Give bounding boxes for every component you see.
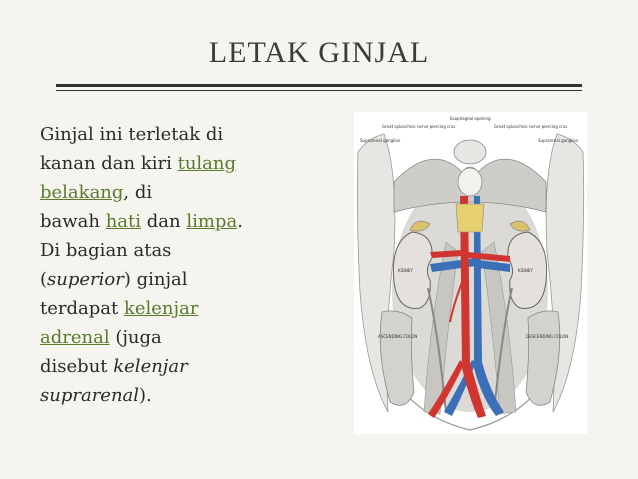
text-run: ) ginjal	[123, 269, 188, 290]
text-run: disebut	[40, 356, 114, 377]
paragraph-line-9	[40, 352, 320, 381]
label-suprarenal-ganglion-left: Suprarenal ganglion	[360, 138, 401, 143]
paragraph-line-7	[40, 294, 320, 323]
label-great-splanchnic-right: Great splanchnic nerve piercing crus	[494, 124, 568, 129]
link-tulang-belakang-cont[interactable]: belakang	[40, 182, 124, 203]
text-run: kanan dan kiri	[40, 153, 178, 174]
label-esophageal-opening: Esophageal opening	[450, 116, 491, 121]
text-run: Di bagian atas	[40, 240, 172, 261]
italic-kelenjar: kelenjar	[113, 356, 188, 377]
paragraph-line-3	[40, 178, 320, 207]
title-underline-thin	[56, 90, 582, 91]
paragraph-line-8	[40, 323, 320, 352]
paragraph-line-1	[40, 120, 320, 149]
link-kelenjar-adrenal[interactable]: kelenjar	[123, 298, 199, 319]
paragraph-line-10	[40, 381, 320, 410]
paragraph-line-6	[40, 265, 320, 294]
text-run: dan	[141, 211, 187, 232]
esophagus	[454, 140, 486, 164]
paragraph-line-5	[40, 236, 320, 265]
link-hati[interactable]: hati	[105, 211, 142, 232]
text-run: Ginjal ini terletak di	[40, 124, 224, 145]
text-run: (juga	[109, 327, 162, 348]
text-run: bawah	[40, 211, 106, 232]
label-kidney-left: KIDNEY	[398, 268, 413, 273]
link-tulang-belakang[interactable]: tulang	[177, 153, 237, 174]
slide-title: LETAK GINJAL	[208, 36, 430, 69]
text-run: .	[237, 211, 243, 232]
anatomy-drawing	[354, 112, 587, 434]
italic-suprarenal: suprarenal	[40, 385, 140, 406]
kidney-anatomy-illustration	[354, 112, 587, 434]
text-run: ).	[139, 385, 152, 406]
text-run: (	[40, 269, 48, 290]
link-kelenjar-adrenal-cont[interactable]: adrenal	[40, 327, 110, 348]
text-run: , di	[123, 182, 153, 203]
label-kidney-right: KIDNEY	[518, 268, 533, 273]
label-descending-colon: DESCENDING COLON	[526, 334, 569, 339]
body-paragraph	[40, 120, 320, 410]
title-underline-thick	[56, 84, 582, 87]
label-ascending-colon: ASCENDING COLON	[378, 334, 418, 339]
text-run: terdapat	[40, 298, 124, 319]
paragraph-line-2	[40, 149, 320, 178]
link-limpa[interactable]: limpa	[186, 211, 238, 232]
esophageal-opening	[458, 168, 482, 196]
paragraph-line-4	[40, 207, 320, 236]
label-suprarenal-ganglion-right: Suprarenal ganglion	[538, 138, 579, 143]
italic-superior: superior	[47, 269, 124, 290]
label-great-splanchnic-left: Great splanchnic nerve piercing crus	[382, 124, 456, 129]
celiac-plexus	[456, 204, 484, 232]
